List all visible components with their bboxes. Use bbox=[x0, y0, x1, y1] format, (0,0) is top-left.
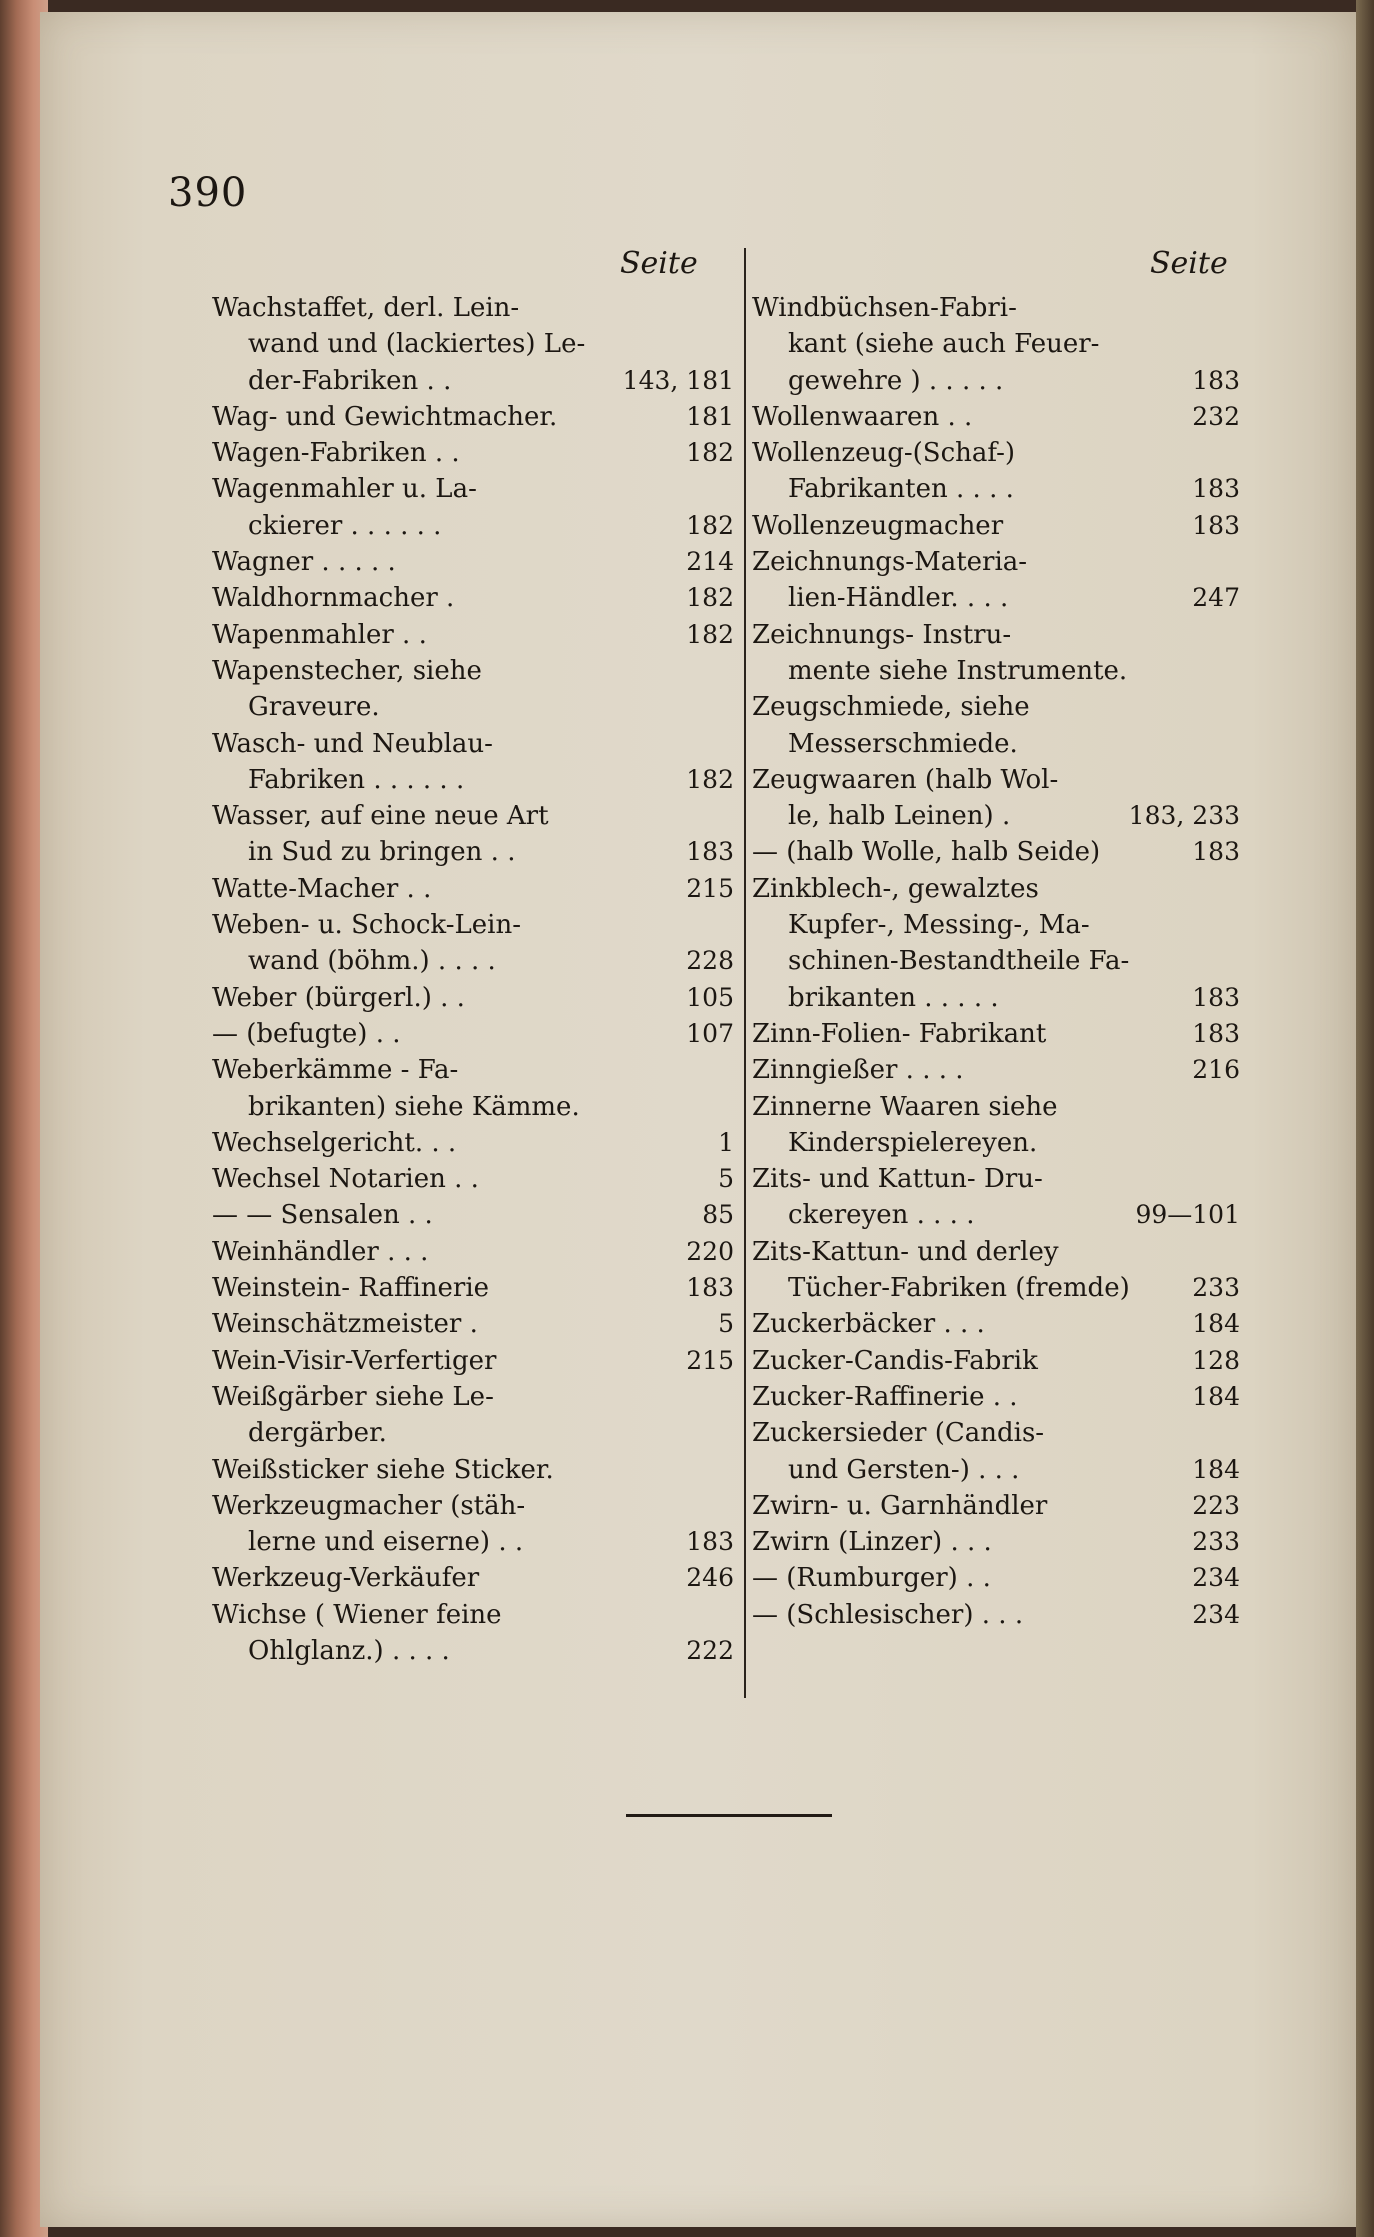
entry-text: Fabrikanten . . . . bbox=[788, 474, 1014, 505]
entry-page-number: 223 bbox=[1192, 1490, 1240, 1520]
entry-text: der-Fabriken . . bbox=[248, 365, 452, 396]
entry-page-number: 183, 233 bbox=[1128, 801, 1240, 831]
index-entry-line bbox=[752, 1524, 1240, 1560]
entry-text: Zeichnungs-Materia- bbox=[752, 547, 1028, 578]
index-entry bbox=[212, 1161, 734, 1197]
entry-text: Weinstein- Raffinerie bbox=[212, 1273, 490, 1304]
index-entry-line bbox=[752, 871, 1240, 907]
entry-page-number: 220 bbox=[686, 1236, 734, 1266]
entry-page-number: 232 bbox=[1192, 401, 1240, 431]
index-entry-line bbox=[212, 1234, 734, 1270]
index-entry bbox=[212, 1597, 734, 1670]
index-entry bbox=[752, 1343, 1240, 1379]
index-entry-line bbox=[212, 1452, 734, 1488]
index-entry-line bbox=[212, 943, 734, 979]
index-entry-line bbox=[752, 1306, 1240, 1342]
index-entry-line bbox=[212, 1415, 734, 1451]
entry-page-number: 184 bbox=[1192, 1381, 1240, 1411]
index-entry bbox=[212, 907, 734, 980]
entry-text: Weber (bürgerl.) . . bbox=[212, 982, 465, 1013]
entry-page-number: 1 bbox=[718, 1127, 734, 1157]
index-entry-line bbox=[212, 1379, 734, 1415]
index-entry-line bbox=[752, 1016, 1240, 1052]
entry-page-number: 228 bbox=[686, 946, 734, 976]
entry-text: Wachstaffet, derl. Lein- bbox=[212, 293, 520, 323]
index-entry-line bbox=[752, 290, 1240, 326]
index-entry-line bbox=[752, 653, 1240, 689]
index-entry bbox=[212, 1306, 734, 1342]
entry-page-number: 183 bbox=[1192, 1018, 1240, 1048]
entry-page-number: 216 bbox=[1192, 1055, 1240, 1085]
entry-text: Werkzeug-Verkäufer bbox=[212, 1563, 480, 1594]
entry-text: wand und (lackiertes) Le- bbox=[248, 329, 586, 360]
index-entry-line bbox=[752, 617, 1240, 653]
index-entry-line bbox=[752, 1560, 1240, 1596]
index-entry-line bbox=[752, 471, 1240, 507]
index-entry-line bbox=[752, 1379, 1240, 1415]
index-entry bbox=[212, 1488, 734, 1561]
index-entry-line bbox=[212, 508, 734, 544]
index-entry-line bbox=[752, 399, 1240, 435]
column-heading-left: Seite bbox=[620, 246, 698, 281]
entry-page-number: 183 bbox=[1192, 837, 1240, 867]
entry-text: Wagen-Fabriken . . bbox=[212, 438, 460, 469]
entry-page-number: 182 bbox=[686, 619, 734, 649]
entry-text: gewehre ) . . . . . bbox=[788, 365, 1004, 396]
entry-text: Weinschätzmeister . bbox=[212, 1309, 478, 1340]
index-entry bbox=[212, 580, 734, 616]
entry-text: — (halb Wolle, halb Seide) bbox=[752, 837, 1101, 868]
index-entry-line bbox=[752, 544, 1240, 580]
entry-text: lien-Händler. . . . bbox=[788, 583, 1009, 614]
index-entry bbox=[212, 871, 734, 907]
entry-page-number: 214 bbox=[686, 547, 734, 577]
entry-text: Zwirn- u. Garnhändler bbox=[752, 1490, 1048, 1521]
index-entry bbox=[212, 399, 734, 435]
entry-page-number: 183 bbox=[686, 837, 734, 867]
index-column-left bbox=[212, 290, 734, 1669]
entry-text: Wollenzeugmacher bbox=[752, 510, 1004, 541]
entry-page-number: 215 bbox=[686, 873, 734, 903]
index-entry-line bbox=[752, 1597, 1240, 1633]
entry-text: Weberkämme - Fa- bbox=[212, 1055, 459, 1086]
entry-page-number: 183 bbox=[686, 1273, 734, 1303]
index-entry-line bbox=[752, 1125, 1240, 1161]
index-entry-line bbox=[212, 1633, 734, 1669]
entry-page-number: 233 bbox=[1192, 1527, 1240, 1557]
index-entry-line bbox=[752, 834, 1240, 870]
entry-page-number: 215 bbox=[686, 1345, 734, 1375]
entry-text: Zinkblech-, gewalztes bbox=[752, 873, 1039, 904]
index-entry-line bbox=[752, 363, 1240, 399]
entry-page-number: 247 bbox=[1192, 583, 1240, 613]
index-entry-line bbox=[752, 762, 1240, 798]
index-entry-line bbox=[752, 980, 1240, 1016]
index-entry bbox=[212, 1125, 734, 1161]
index-entry-line bbox=[212, 689, 734, 725]
index-entry-line bbox=[752, 1343, 1240, 1379]
index-entry-line bbox=[212, 907, 734, 943]
entry-text: und Gersten-) . . . bbox=[788, 1454, 1020, 1485]
entry-text: le, halb Leinen) . bbox=[788, 801, 1011, 832]
index-entry bbox=[752, 508, 1240, 544]
entry-text: kant (siehe auch Feuer- bbox=[788, 329, 1100, 360]
index-entry bbox=[752, 1052, 1240, 1088]
index-entry bbox=[212, 1270, 734, 1306]
entry-text: Wagner . . . . . bbox=[212, 547, 396, 578]
entry-text: Kinderspielereyen. bbox=[788, 1127, 1038, 1158]
entry-text: Zinnerne Waaren siehe bbox=[752, 1091, 1058, 1122]
entry-text: dergärber. bbox=[248, 1418, 387, 1449]
entry-page-number: 183 bbox=[1192, 982, 1240, 1012]
index-entry bbox=[212, 471, 734, 544]
entry-text: mente siehe Instrumente. bbox=[788, 655, 1128, 686]
entry-page-number: 184 bbox=[1192, 1454, 1240, 1484]
entry-text: — (Rumburger) . . bbox=[752, 1563, 991, 1594]
index-entry-line bbox=[752, 1052, 1240, 1088]
index-entry bbox=[212, 653, 734, 726]
index-entry-line bbox=[212, 726, 734, 762]
index-entry-line bbox=[212, 1524, 734, 1560]
index-entry-line bbox=[752, 326, 1240, 362]
page-number: 390 bbox=[168, 170, 248, 216]
index-entry-line bbox=[212, 544, 734, 580]
entry-text: Zucker-Raffinerie . . bbox=[752, 1381, 1018, 1412]
entry-page-number: 183 bbox=[1192, 365, 1240, 395]
index-entry-line bbox=[212, 1161, 734, 1197]
index-entry-line bbox=[212, 326, 734, 362]
entry-page-number: 184 bbox=[1192, 1309, 1240, 1339]
entry-text: schinen-Bestandtheile Fa- bbox=[788, 946, 1130, 977]
index-entry bbox=[752, 1379, 1240, 1415]
index-entry-line bbox=[212, 1197, 734, 1233]
entry-text: Wechsel Notarien . . bbox=[212, 1164, 479, 1195]
index-entry bbox=[212, 617, 734, 653]
entry-text: Wasch- und Neublau- bbox=[212, 728, 493, 759]
index-entry-line bbox=[212, 762, 734, 798]
index-entry-line bbox=[212, 871, 734, 907]
entry-text: brikanten) siehe Kämme. bbox=[248, 1091, 580, 1122]
entry-text: Wag- und Gewichtmacher. bbox=[212, 401, 558, 432]
index-entry bbox=[752, 1415, 1240, 1488]
index-entry-line bbox=[212, 798, 734, 834]
index-entry bbox=[212, 980, 734, 1016]
index-entry bbox=[752, 617, 1240, 690]
index-entry-line bbox=[752, 689, 1240, 725]
entry-text: Zwirn (Linzer) . . . bbox=[752, 1527, 992, 1558]
entry-text: ckereyen . . . . bbox=[788, 1200, 975, 1231]
index-entry-line bbox=[212, 1052, 734, 1088]
entry-text: Kupfer-, Messing-, Ma- bbox=[788, 910, 1090, 941]
index-entry-line bbox=[212, 1306, 734, 1342]
column-heading-right: Seite bbox=[1150, 246, 1228, 281]
entry-text: Watte-Macher . . bbox=[212, 873, 432, 904]
index-entry bbox=[212, 726, 734, 799]
entry-page-number: 99—101 bbox=[1135, 1200, 1240, 1230]
entry-text: Wollenzeug-(Schaf-) bbox=[752, 438, 1016, 469]
entry-text: — (Schlesischer) . . . bbox=[752, 1599, 1024, 1630]
entry-page-number: 234 bbox=[1192, 1599, 1240, 1629]
index-entry-line bbox=[212, 580, 734, 616]
index-entry-line bbox=[212, 834, 734, 870]
index-entry bbox=[212, 290, 734, 399]
index-entry-line bbox=[752, 907, 1240, 943]
entry-page-number: 85 bbox=[702, 1200, 734, 1230]
entry-text: Ohlglanz.) . . . . bbox=[248, 1635, 450, 1666]
index-entry bbox=[752, 1488, 1240, 1524]
entry-text: in Sud zu bringen . . bbox=[248, 837, 516, 868]
entry-page-number: 5 bbox=[718, 1309, 734, 1339]
entry-text: Wapenstecher, siehe bbox=[212, 655, 482, 686]
entry-text: Wapenmahler . . bbox=[212, 619, 427, 650]
entry-text: Zuckerbäcker . . . bbox=[752, 1309, 985, 1340]
index-column-right bbox=[752, 290, 1240, 1633]
entry-page-number: 107 bbox=[686, 1018, 734, 1048]
index-entry bbox=[212, 435, 734, 471]
index-entry bbox=[212, 1343, 734, 1379]
entry-text: Windbüchsen-Fabri- bbox=[752, 293, 1017, 323]
entry-text: Wichse ( Wiener feine bbox=[212, 1599, 502, 1630]
index-entry-line bbox=[212, 363, 734, 399]
index-entry bbox=[752, 435, 1240, 508]
entry-text: Tücher-Fabriken (fremde) bbox=[788, 1273, 1130, 1304]
index-entry bbox=[752, 1306, 1240, 1342]
index-entry bbox=[752, 1089, 1240, 1162]
entry-text: ckierer . . . . . . bbox=[248, 510, 442, 541]
index-entry-line bbox=[212, 1560, 734, 1596]
entry-text: Zeugschmiede, siehe bbox=[752, 692, 1030, 723]
entry-text: Zucker-Candis-Fabrik bbox=[752, 1345, 1038, 1376]
entry-text: Weißgärber siehe Le- bbox=[212, 1381, 494, 1412]
index-entry-line bbox=[752, 943, 1240, 979]
entry-text: Waldhornmacher . bbox=[212, 583, 455, 614]
index-entry-line bbox=[212, 1597, 734, 1633]
index-entry-line bbox=[212, 399, 734, 435]
index-entry-line bbox=[752, 1488, 1240, 1524]
index-entry bbox=[212, 1052, 734, 1125]
index-entry bbox=[212, 544, 734, 580]
index-entry-line bbox=[212, 653, 734, 689]
index-entry bbox=[752, 399, 1240, 435]
index-entry bbox=[752, 762, 1240, 835]
entry-text: Graveure. bbox=[248, 692, 380, 723]
entry-text: Messerschmiede. bbox=[788, 728, 1018, 759]
index-entry-line bbox=[752, 1197, 1240, 1233]
index-entry bbox=[752, 290, 1240, 399]
entry-page-number: 105 bbox=[686, 982, 734, 1012]
entry-page-number: 182 bbox=[686, 583, 734, 613]
entry-text: lerne und eiserne) . . bbox=[248, 1527, 524, 1558]
index-entry bbox=[752, 1161, 1240, 1234]
index-entry bbox=[752, 834, 1240, 870]
index-entry bbox=[752, 871, 1240, 1016]
index-entry-line bbox=[752, 726, 1240, 762]
entry-page-number: 246 bbox=[686, 1563, 734, 1593]
entry-page-number: 128 bbox=[1192, 1345, 1240, 1375]
index-entry-line bbox=[212, 1488, 734, 1524]
index-entry bbox=[752, 1234, 1240, 1307]
index-entry-line bbox=[752, 1161, 1240, 1197]
index-entry-line bbox=[212, 980, 734, 1016]
page-edge-right bbox=[1356, 0, 1374, 2237]
entry-text: Werkzeugmacher (stäh- bbox=[212, 1490, 526, 1521]
index-entry-line bbox=[212, 1270, 734, 1306]
entry-page-number: 183 bbox=[1192, 474, 1240, 504]
column-divider bbox=[744, 248, 746, 1698]
index-entry-line bbox=[212, 435, 734, 471]
index-entry-line bbox=[752, 1089, 1240, 1125]
entry-page-number: 233 bbox=[1192, 1273, 1240, 1303]
index-entry-line bbox=[752, 1415, 1240, 1451]
entry-text: — — Sensalen . . bbox=[212, 1200, 433, 1231]
index-entry bbox=[212, 1016, 734, 1052]
index-entry-line bbox=[752, 1234, 1240, 1270]
index-entry-line bbox=[752, 508, 1240, 544]
index-entry bbox=[752, 544, 1240, 617]
entry-text: Wechselgericht. . . bbox=[212, 1127, 457, 1158]
entry-text: Weben- u. Schock-Lein- bbox=[212, 910, 522, 941]
index-entry bbox=[212, 1560, 734, 1596]
entry-page-number: 182 bbox=[686, 510, 734, 540]
entry-page-number: 183 bbox=[1192, 510, 1240, 540]
entry-page-number: 143, 181 bbox=[622, 365, 734, 395]
entry-page-number: 183 bbox=[686, 1527, 734, 1557]
index-entry-line bbox=[212, 1343, 734, 1379]
entry-text: Weinhändler . . . bbox=[212, 1236, 429, 1267]
index-entry bbox=[752, 689, 1240, 762]
entry-text: Zinn-Folien- Fabrikant bbox=[752, 1018, 1047, 1049]
entry-text: Zits- und Kattun- Dru- bbox=[752, 1164, 1043, 1195]
entry-text: Weißsticker siehe Sticker. bbox=[212, 1454, 554, 1485]
entry-page-number: 181 bbox=[686, 401, 734, 431]
entry-text: Zuckersieder (Candis- bbox=[752, 1418, 1045, 1449]
index-entry bbox=[212, 798, 734, 871]
index-entry bbox=[212, 1379, 734, 1452]
entry-text: Zeichnungs- Instru- bbox=[752, 619, 1012, 650]
index-entry-line bbox=[752, 798, 1240, 834]
index-entry-line bbox=[752, 1452, 1240, 1488]
index-entry bbox=[212, 1452, 734, 1488]
index-entry-line bbox=[752, 1270, 1240, 1306]
index-entry-line bbox=[212, 1125, 734, 1161]
index-entry-line bbox=[212, 617, 734, 653]
index-entry bbox=[752, 1560, 1240, 1596]
entry-text: Wollenwaaren . . bbox=[752, 401, 973, 432]
index-entry bbox=[752, 1597, 1240, 1633]
entry-page-number: 182 bbox=[686, 438, 734, 468]
entry-page-number: 222 bbox=[686, 1635, 734, 1665]
index-entry bbox=[752, 1524, 1240, 1560]
entry-text: Fabriken . . . . . . bbox=[248, 764, 465, 795]
entry-text: Wagenmahler u. La- bbox=[212, 474, 477, 505]
entry-text: Wasser, auf eine neue Art bbox=[212, 801, 549, 832]
index-entry-line bbox=[752, 435, 1240, 471]
entry-text: brikanten . . . . . bbox=[788, 982, 999, 1013]
index-entry-line bbox=[212, 1089, 734, 1125]
entry-text: Zits-Kattun- und derley bbox=[752, 1236, 1059, 1267]
entry-text: — (befugte) . . bbox=[212, 1018, 401, 1049]
index-entry bbox=[752, 1016, 1240, 1052]
end-rule bbox=[626, 1814, 832, 1817]
entry-text: Zeugwaaren (halb Wol- bbox=[752, 764, 1059, 795]
index-entry-line bbox=[752, 580, 1240, 616]
index-entry-line bbox=[212, 1016, 734, 1052]
entry-page-number: 182 bbox=[686, 764, 734, 794]
index-entry bbox=[212, 1234, 734, 1270]
entry-page-number: 234 bbox=[1192, 1563, 1240, 1593]
entry-text: wand (böhm.) . . . . bbox=[248, 946, 496, 977]
index-entry-line bbox=[212, 471, 734, 507]
entry-page-number: 5 bbox=[718, 1164, 734, 1194]
entry-text: Wein-Visir-Verfertiger bbox=[212, 1345, 497, 1376]
index-entry-line bbox=[212, 290, 734, 326]
entry-text: Zinngießer . . . . bbox=[752, 1055, 964, 1086]
index-entry bbox=[212, 1197, 734, 1233]
